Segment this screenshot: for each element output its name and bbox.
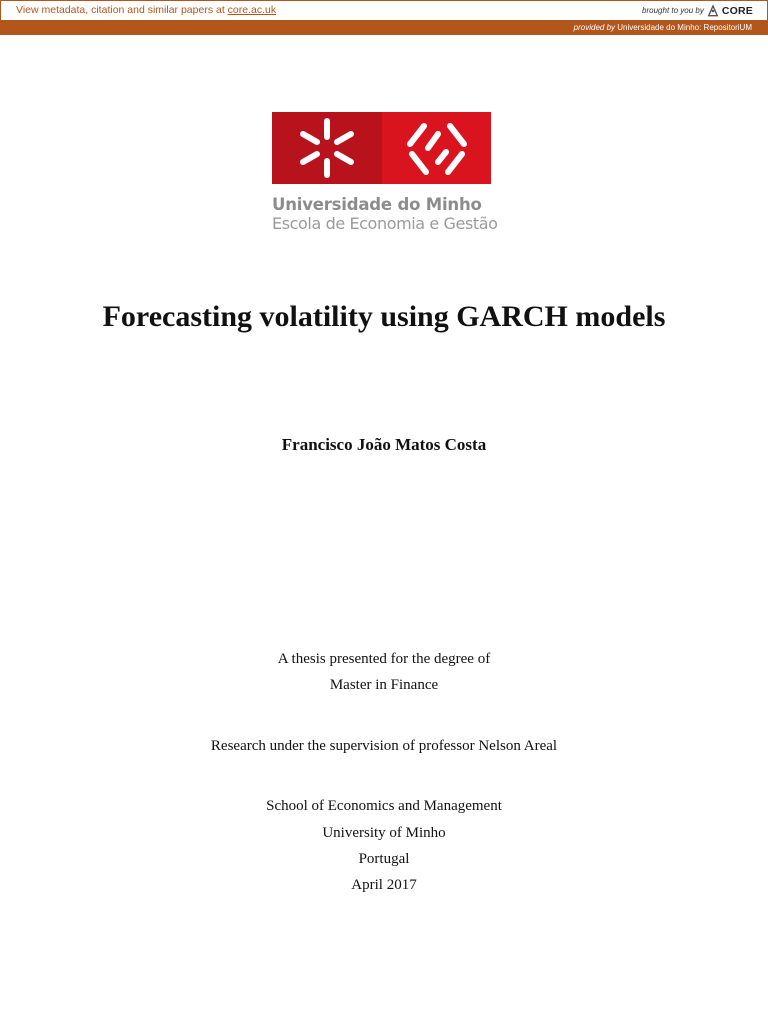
provided-by-text (574, 23, 752, 32)
institution-school: School of Economics and Management (266, 798, 502, 814)
logo-emblem-right (382, 112, 491, 184)
emblem-star-icon (272, 112, 382, 184)
core-link[interactable]: core.ac.uk (227, 4, 277, 16)
core-brand[interactable] (642, 3, 753, 18)
core-banner-top (0, 0, 768, 21)
institution-country: Portugal (358, 851, 410, 867)
degree-line-1: A thesis presented for the degree of (277, 651, 491, 667)
core-metadata-prefix: View metadata, citation and similar papers at (16, 4, 228, 16)
thesis-date: April 2017 (351, 877, 417, 893)
provider-name[interactable]: Universidade do Minho: RepositoriUM (617, 23, 752, 32)
core-banner-bottom (0, 21, 768, 35)
degree-line-2: Master in Finance (329, 677, 439, 693)
core-metadata-text (16, 4, 276, 16)
logo-university-name: Universidade do Minho (272, 195, 482, 214)
core-label: CORE (721, 4, 753, 17)
logo-school-name: Escola de Economia e Gestão (272, 214, 498, 233)
supervision-line: Research under the supervision of professor Nelson Areal (210, 738, 558, 754)
logo-emblem-left (272, 112, 382, 184)
provided-by-prefix: provided by (573, 23, 616, 32)
institution-university: University of Minho (322, 825, 446, 841)
university-logo (272, 112, 498, 233)
brought-by-text: brought to you by (642, 6, 704, 15)
core-logo-icon (707, 4, 719, 17)
thesis-title: Forecasting volatility using GARCH models (102, 300, 666, 333)
author-name: Francisco João Matos Costa (281, 435, 487, 454)
emblem-diamond-icon (382, 112, 491, 184)
